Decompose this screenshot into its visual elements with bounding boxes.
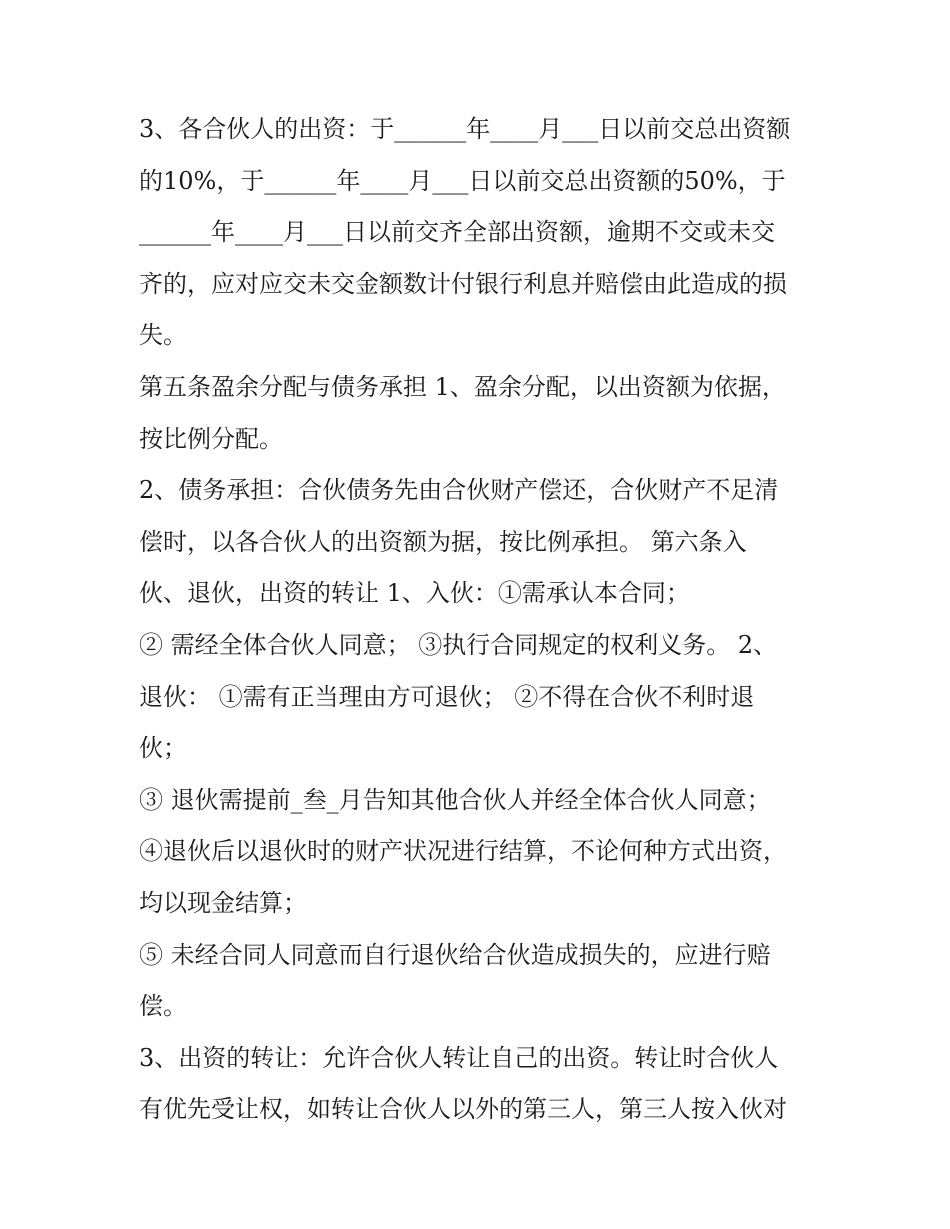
- text-line: ② 需经全体合伙人同意； ③执行合同规定的权利义务。 2、: [139, 630, 778, 659]
- text-line: ③ 退伙需提前_叁_月告知其他合伙人并经全体合伙人同意；: [139, 785, 771, 814]
- contract-text-body: [139, 104, 829, 1136]
- text-line: 第五条盈余分配与债务承担 1、盈余分配，以出资额为依据，: [139, 372, 786, 401]
- text-line: ______年____月___日以前交齐全部出资额，逾期不交或未交: [139, 218, 775, 247]
- text-line: 偿时，以各合伙人的出资额为据，按比例承担。 第六条入: [139, 527, 747, 556]
- text-line: 按比例分配。: [139, 424, 283, 453]
- text-line: 伙、退伙，出资的转让 1、入伙：①需承认本合同；: [139, 579, 690, 608]
- text-line: 失。: [139, 321, 187, 350]
- text-line: 退伙： ①需有正当理由方可退伙； ②不得在合伙不利时退: [139, 682, 755, 711]
- text-line: ⑤ 未经合同人同意而自行退伙给合伙造成损失的，应进行赔: [139, 940, 771, 969]
- text-line: 齐的，应对应交未交金额数计付银行利息并赔偿由此造成的损: [139, 269, 787, 298]
- text-line: 均以现金结算；: [139, 888, 307, 917]
- text-line: ④退伙后以退伙时的财产状况进行结算，不论何种方式出资，: [139, 837, 787, 866]
- text-line: 3、各合伙人的出资：于______年____月___日以前交总出资额: [139, 115, 791, 143]
- text-line: 偿。: [139, 992, 187, 1021]
- text-line: 2、债务承担：合伙债务先由合伙财产偿还，合伙财产不足清: [139, 476, 779, 505]
- text-line: 3、出资的转让：允许合伙人转让自己的出资。转让时合伙人: [139, 1043, 779, 1072]
- text-line: 伙；: [139, 734, 187, 763]
- text-line: 有优先受让权，如转让合伙人以外的第三人，第三人按入伙对: [139, 1095, 787, 1124]
- text-line: 的10%，于______年____月___日以前交总出资额的50%，于: [139, 166, 786, 195]
